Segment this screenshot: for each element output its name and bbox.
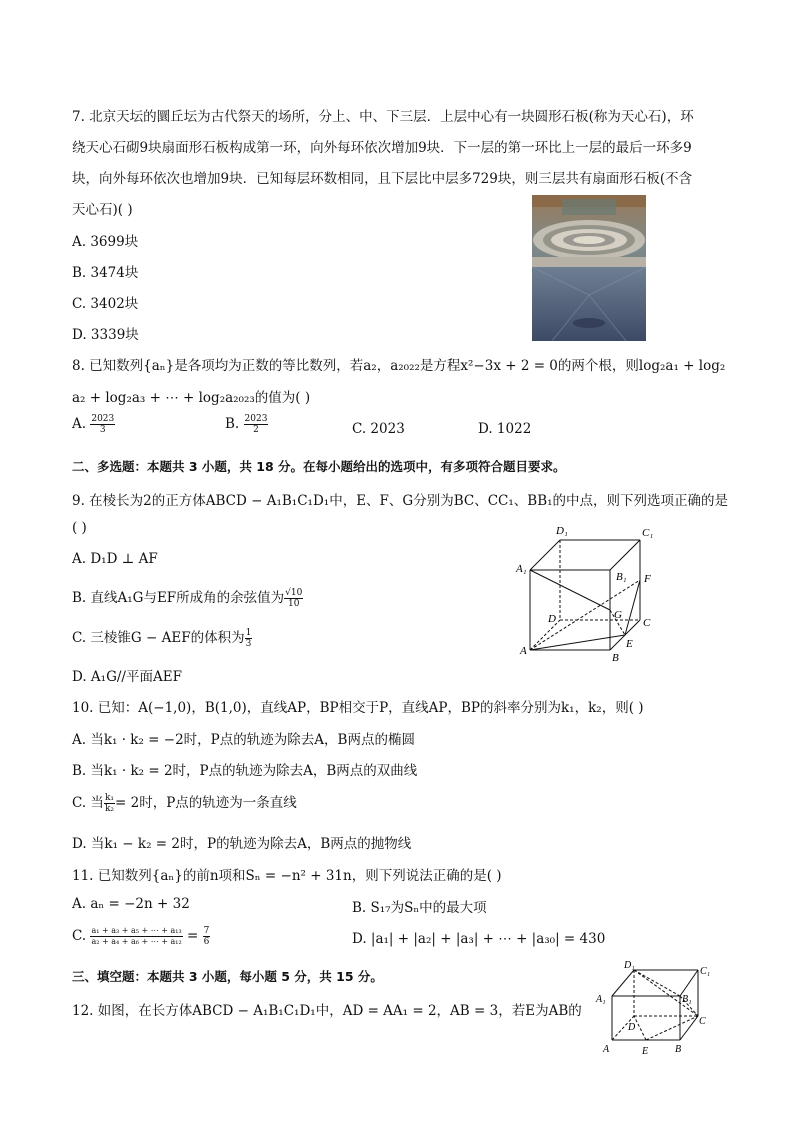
q8-line2: a₂ + log₂a₃ + ⋯ + log₂a₂₀₂₃的值为( ) [72,390,311,406]
q7-line2: 绕天心石砌9块扇面形石板构成第一环，向外每环依次增加9块．下一层的第一环比上一层的最后一环多9 [72,140,692,156]
q10-option-c [72,791,297,814]
q11-option-b: B. S₁₇为Sₙ中的最大项 [352,900,487,916]
edge-a1d1 [530,540,560,570]
q10-option-c-post: = 2时，P点的轨迹为一条直线 [115,795,297,811]
cube-label-b: B [612,652,619,664]
section-3-heading: 三、填空题：本题共 3 小题，每小题 5 分，共 15 分。 [72,969,383,984]
q9-option-b-fraction [284,588,303,609]
q11-option-c-pre: C. [72,928,87,944]
q11-option-d: D. |a₁| + |a₂| + |a₃| + ⋯ + |a₃₀| = 430 [352,931,606,947]
q8-option-a-numerator: 2023 [91,414,115,424]
q9-line1: 9. 在棱长为2的正方体ABCD − A₁B₁C₁D₁中，E、F、G分别为BC、CC₁、BB₁的中点，则下列选项正确的是 [72,493,729,509]
cube-label-a: A [520,645,527,657]
box-label-b: B [675,1044,682,1055]
q9-option-b-denominator: 10 [288,599,300,609]
q7-option-a: A. 3699块 [72,234,139,250]
box-segment-ed-hidden [634,1016,646,1040]
q9-line2: ( ) [72,520,87,536]
cube-label-g: G [614,609,622,621]
q11-option-a: A. aₙ = −2n + 32 [72,896,190,912]
cube-label-b1: B₁ [616,571,627,583]
segment-a1g [530,570,610,610]
q11-option-c [72,926,210,947]
segment-af-hidden [530,580,640,650]
q8-option-a-prefix: A. [72,416,87,432]
q7-option-c: C. 3402块 [72,296,139,312]
box-segment-d1c-hidden [634,970,698,1016]
cube-label-d: D [548,613,556,625]
q10-option-d: D. 当k₁ − k₂ = 2时，P的轨迹为除去A，B两点的抛物线 [72,836,412,852]
q7-option-b: B. 3474块 [72,265,139,281]
box-label-e: E [642,1046,649,1057]
q8-option-a-denominator: 3 [99,425,106,435]
q9-option-b [72,586,303,609]
q8-line1: 8. 已知数列{aₙ}是各项均为正数的等比数列，若a₂，a₂₀₂₂是方程x²−3x + 2 = 0的两个根，则log₂a₁ + log₂ [72,358,726,374]
box-edge-b1c1 [680,970,698,996]
q11-option-c-result-denominator: 6 [203,937,210,947]
cuboid-diagram [594,956,719,1060]
q10-option-c-numerator: k₁ [104,793,114,803]
q9-option-c-numerator: 1 [245,628,252,638]
q11-option-c-eq: = [187,928,199,944]
q7-line4: 天心石)( ) [72,202,133,218]
q11-option-c-result [203,926,211,947]
q9-option-a: A. D₁D ⊥ AF [72,551,158,567]
q11-option-c-result-numerator: 7 [203,926,210,936]
q7-line1: 7. 北京天坛的圜丘坛为古代祭天的场所，分上、中、下三层．上层中心有一块圆形石板(称为天心石)，环 [72,109,694,125]
q10-option-c-denominator: k₂ [104,804,114,814]
box-label-c1: C₁ [700,966,711,977]
q10-option-c-fraction [104,793,115,814]
q8-option-b-denominator: 2 [253,425,259,435]
segment-ae [530,635,625,650]
cube-label-e: E [626,638,633,650]
box-label-c: C [699,1016,706,1027]
q7-line3: 块，向外每环依次也增加9块．已知每层环数相同，且下层比中层多729块，则三层共有扇面形石板(不含 [72,171,693,187]
box-edge-a1d1 [612,970,634,996]
q10-line1: 10. 已知：A(−1,0)，B(1,0)，直线AP，BP相交于P，直线AP，BP的斜率分别为k₁，k₂，则( ) [72,700,644,716]
box-segment-ec-hidden [646,1016,698,1040]
q9-option-c-denominator: 3 [245,639,252,649]
q11-line1: 11. 已知数列{aₙ}的前n项和Sₙ = −n² + 31n，则下列说法正确的是( ) [72,868,502,884]
q9-option-b-text: B. 直线A₁G与EF所成角的余弦值为 [72,590,285,606]
section-2-heading: 二、多选题：本题共 3 小题，共 18 分。在每小题给出的选项中，有多项符合题目要求。 [72,459,566,474]
q9-option-c-fraction [245,628,253,649]
q9-option-c-text: C. 三棱锥G − AEF的体积为 [72,630,245,646]
q10-option-a: A. 当k₁ · k₂ = −2时，P点的轨迹为除去A，B两点的椭圆 [72,732,415,748]
edge-b1c1 [610,540,640,570]
cube-diagram [508,520,668,665]
cube-label-d1: D₁ [556,525,568,537]
box-label-a: A [603,1044,610,1055]
q8-option-c: C. 2023 [352,421,405,437]
q8-option-b-numerator: 2023 [244,414,268,424]
box-segment-d1b1-hidden [634,970,680,996]
box-label-d: D [628,1022,636,1033]
cube-label-c1: C₁ [642,527,654,539]
q8-option-b [225,414,268,435]
cube-label-c: C [643,617,651,629]
box-edge-bc [680,1016,698,1040]
q12-line1: 12. 如图，在长方体ABCD − A₁B₁C₁D₁中，AD = AA₁ = 2，AB = 3，若E为AB的 [72,1003,582,1019]
q8-option-d: D. 1022 [478,421,532,437]
box-label-d1: D₁ [624,960,635,971]
temple-of-heaven-photo [532,195,646,341]
q11-option-c-fraction [90,926,182,947]
q8-option-b-fraction [244,414,269,435]
q8-option-a-fraction [90,414,115,435]
q11-option-c-denominator: a₂ + a₄ + a₆ + ⋯ + a₁₂ [91,937,182,946]
q9-option-c [72,626,252,649]
cube-label-a1: A₁ [516,563,527,575]
box-label-a1: A₁ [596,994,606,1005]
box-label-b1: B₁ [682,994,692,1005]
q8-option-b-prefix: B. [225,416,240,432]
q9-option-d: D. A₁G//平面AEF [72,669,182,685]
q8-option-a [72,414,115,435]
q9-option-b-numerator: √10 [285,588,303,598]
q10-option-b: B. 当k₁ · k₂ = 2时，P点的轨迹为除去A，B两点的双曲线 [72,763,418,779]
q11-option-c-numerator: a₁ + a₃ + a₅ + ⋯ + a₁₃ [91,926,182,935]
cube-label-f: F [644,573,651,585]
q7-option-d: D. 3339块 [72,327,139,343]
q10-option-c-pre: C. 当 [72,795,104,811]
